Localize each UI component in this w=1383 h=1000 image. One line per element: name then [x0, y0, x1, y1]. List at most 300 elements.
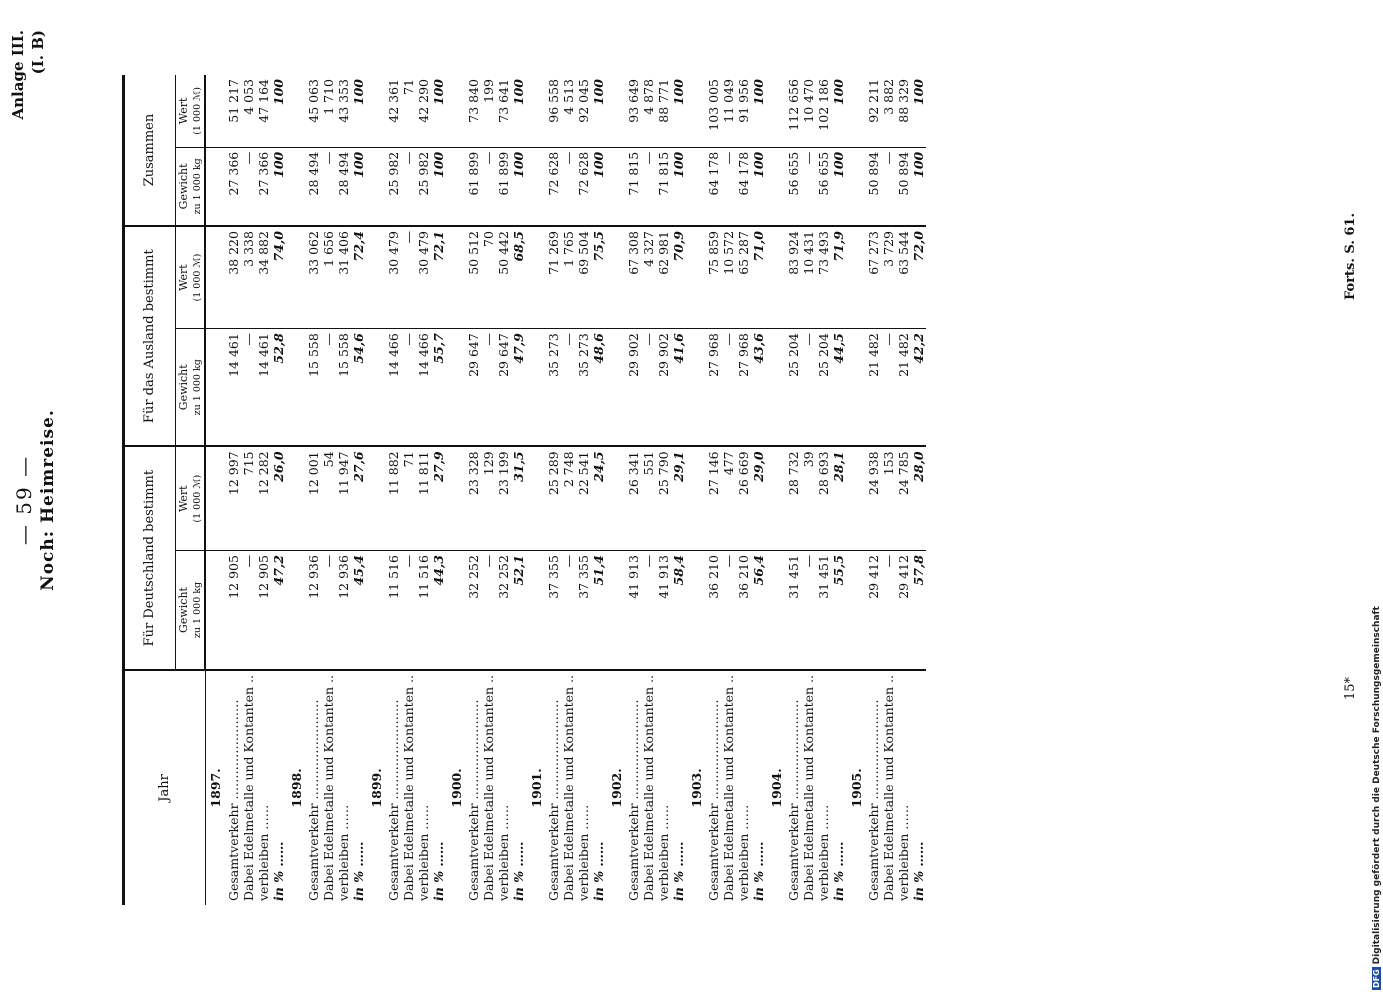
data-cell: 61 899: [466, 147, 481, 226]
data-cell: 71 269: [546, 226, 561, 329]
empty-cell: [846, 446, 866, 550]
data-cell: 54,6: [351, 329, 366, 447]
data-cell: 54: [321, 446, 336, 550]
data-cell: —: [401, 555, 416, 568]
data-cell: 27 366: [256, 147, 271, 226]
data-cell: 38 220: [226, 226, 241, 329]
remaining-row: [416, 75, 431, 905]
row-label: in % ……: [671, 670, 686, 905]
data-cell: 50 442: [496, 226, 511, 329]
data-cell: 14 466: [416, 329, 431, 447]
data-cell: 72,1: [431, 226, 446, 329]
year-label: 1905.: [846, 670, 866, 905]
data-cell: 103 005: [706, 75, 721, 147]
empty-cell: [446, 147, 466, 226]
value-unit: (1 000 ℳ): [191, 253, 203, 302]
data-cell: 63 544: [896, 226, 911, 329]
empty-cell: [205, 147, 226, 226]
data-cell: 25 204: [786, 329, 801, 447]
year-row: [286, 75, 306, 905]
empty-cell: [846, 551, 866, 670]
data-cell: 100: [351, 147, 366, 226]
data-cell: 64 178: [736, 147, 751, 226]
data-cell: 71 815: [656, 147, 671, 226]
empty-cell: [526, 147, 546, 226]
data-cell: 47,2: [271, 555, 286, 586]
data-cell: 93 649: [626, 75, 641, 147]
continuation-note: Forts. S. 61.: [1343, 212, 1358, 300]
data-cell: 51 217: [226, 75, 241, 147]
row-label: verbleiben ……: [896, 670, 911, 905]
row-label: Gesamtverkehr ……………………: [466, 670, 481, 905]
row-label: Gesamtverkehr ……………………: [626, 670, 641, 905]
data-cell: 26,0: [271, 446, 286, 550]
data-cell: 100: [831, 147, 846, 226]
data-cell: 31,5: [511, 446, 526, 550]
data-cell: —: [321, 555, 336, 568]
row-label: Dabei Edelmetalle und Kontanten ..: [561, 670, 576, 905]
data-cell: 4 327: [641, 226, 656, 329]
data-cell: 15 558: [336, 329, 351, 447]
data-cell: 62 981: [656, 226, 671, 329]
row-label: verbleiben ……: [736, 670, 751, 905]
data-cell: 72,0: [911, 226, 926, 329]
data-cell: —: [561, 147, 576, 226]
data-cell: 27 366: [226, 147, 241, 226]
data-cell: 199: [481, 75, 496, 147]
year-label: 1898.: [286, 670, 306, 905]
data-cell: 27,6: [351, 446, 366, 550]
data-cell: 56 655: [786, 147, 801, 226]
data-cell: 11 811: [416, 446, 431, 550]
data-cell: 4 513: [561, 75, 576, 147]
year-row: [366, 75, 386, 905]
data-cell: 52,8: [271, 329, 286, 447]
data-cell: 3 729: [881, 226, 896, 329]
data-cell: 2 748: [561, 446, 576, 550]
data-cell: 96 558: [546, 75, 561, 147]
empty-cell: [526, 446, 546, 550]
data-cell: 11 516: [416, 555, 431, 599]
year-label: 1903.: [686, 670, 706, 905]
data-cell: —: [401, 147, 416, 226]
data-cell: 64 178: [706, 147, 721, 226]
empty-cell: [686, 329, 706, 447]
data-cell: 29,0: [751, 446, 766, 550]
data-cell: 69 504: [576, 226, 591, 329]
row-label: Dabei Edelmetalle und Kontanten ..: [321, 670, 336, 905]
empty-cell: [446, 329, 466, 447]
data-cell: —: [721, 147, 736, 226]
data-cell: —: [241, 329, 256, 447]
empty-cell: [526, 75, 546, 147]
data-cell: —: [241, 147, 256, 226]
year-column-header: Jahr: [124, 670, 206, 905]
table-body: [205, 75, 926, 905]
data-cell: 75,5: [591, 226, 606, 329]
total-traffic-row: [786, 75, 801, 905]
total-traffic-row: [866, 75, 881, 905]
precious-metals-row: [641, 75, 656, 905]
empty-cell: [526, 329, 546, 447]
total-traffic-row: [706, 75, 721, 905]
empty-cell: [366, 329, 386, 447]
data-cell: 27 146: [706, 446, 721, 550]
data-cell: 45 063: [306, 75, 321, 147]
data-cell: —: [561, 329, 576, 447]
group-header-germany: Für Deutschland bestimmt: [124, 446, 176, 670]
row-label: Gesamtverkehr ……………………: [706, 670, 721, 905]
year-label: 1900.: [446, 670, 466, 905]
data-cell: 29 647: [466, 329, 481, 447]
row-label: in % ……: [591, 670, 606, 905]
data-cell: 41 913: [626, 555, 641, 599]
data-cell: 31 451: [816, 555, 831, 599]
statistics-table: [122, 75, 926, 905]
data-cell: —: [641, 329, 656, 447]
empty-cell: [766, 147, 786, 226]
empty-cell: [766, 551, 786, 670]
data-cell: 28 693: [816, 446, 831, 550]
data-cell: 92 045: [576, 75, 591, 147]
data-cell: 61 899: [496, 147, 511, 226]
data-cell: 23 199: [496, 446, 511, 550]
data-cell: 100: [671, 75, 686, 147]
remaining-row: [336, 75, 351, 905]
appendix-title: Anlage III.: [9, 30, 27, 120]
data-cell: 100: [751, 75, 766, 147]
data-cell: —: [801, 329, 816, 447]
col-header-weight: [176, 551, 206, 670]
empty-cell: [686, 147, 706, 226]
row-label: verbleiben ……: [656, 670, 671, 905]
data-cell: 50 512: [466, 226, 481, 329]
remaining-row: [736, 75, 751, 905]
precious-metals-row: [561, 75, 576, 905]
data-cell: 65 287: [736, 226, 751, 329]
data-cell: 129: [481, 446, 496, 550]
data-cell: 67 273: [866, 226, 881, 329]
data-cell: 153: [881, 446, 896, 550]
row-label: verbleiben ……: [416, 670, 431, 905]
data-cell: —: [881, 555, 896, 568]
data-cell: 73 641: [496, 75, 511, 147]
empty-cell: [366, 226, 386, 329]
value-unit: (1 000 ℳ): [191, 86, 203, 135]
data-cell: 72 628: [576, 147, 591, 226]
data-cell: 37 355: [546, 555, 561, 599]
data-cell: 100: [591, 147, 606, 226]
data-cell: 28 494: [336, 147, 351, 226]
row-label: Gesamtverkehr ……………………: [546, 670, 561, 905]
data-cell: 92 211: [866, 75, 881, 147]
data-cell: 32 252: [496, 555, 511, 599]
data-cell: 28 494: [306, 147, 321, 226]
row-label: Dabei Edelmetalle und Kontanten ..: [241, 670, 256, 905]
data-cell: 44,5: [831, 329, 846, 447]
data-cell: 1 765: [561, 226, 576, 329]
data-cell: 11 516: [386, 555, 401, 599]
data-cell: 3 338: [241, 226, 256, 329]
year-row: [766, 75, 786, 905]
data-cell: 100: [351, 75, 366, 147]
weight-label: Gewicht: [176, 587, 190, 633]
total-traffic-row: [626, 75, 641, 905]
data-cell: 12 997: [226, 446, 241, 550]
empty-cell: [766, 75, 786, 147]
total-traffic-row: [386, 75, 401, 905]
data-cell: 551: [641, 446, 656, 550]
empty-cell: [286, 329, 306, 447]
year-row: [846, 75, 866, 905]
data-cell: —: [641, 147, 656, 226]
data-cell: 52,1: [511, 555, 526, 586]
data-cell: 70,9: [671, 226, 686, 329]
data-cell: 47,9: [511, 329, 526, 447]
empty-cell: [526, 226, 546, 329]
data-cell: 35 273: [576, 329, 591, 447]
data-cell: 14 461: [226, 329, 241, 447]
data-cell: 25 790: [656, 446, 671, 550]
year-label: 1904.: [766, 670, 786, 905]
data-cell: 10 572: [721, 226, 736, 329]
data-cell: 55,5: [831, 555, 846, 586]
data-cell: 47 164: [256, 75, 271, 147]
data-cell: 100: [271, 147, 286, 226]
col-header-weight: [176, 147, 206, 226]
data-cell: 32 252: [466, 555, 481, 599]
data-cell: 100: [431, 75, 446, 147]
data-cell: 33 062: [306, 226, 321, 329]
empty-cell: [366, 551, 386, 670]
data-cell: 56 655: [816, 147, 831, 226]
data-cell: —: [481, 555, 496, 568]
empty-cell: [446, 75, 466, 147]
col-header-weight: [176, 329, 206, 447]
data-cell: 24 938: [866, 446, 881, 550]
data-cell: 22 541: [576, 446, 591, 550]
data-cell: 14 466: [386, 329, 401, 447]
empty-cell: [446, 446, 466, 550]
data-cell: 31 406: [336, 226, 351, 329]
empty-cell: [446, 226, 466, 329]
data-cell: —: [881, 147, 896, 226]
precious-metals-row: [321, 75, 336, 905]
row-label: in % ……: [831, 670, 846, 905]
data-cell: 74,0: [271, 226, 286, 329]
data-cell: 100: [511, 147, 526, 226]
empty-cell: [606, 147, 626, 226]
empty-cell: [846, 329, 866, 447]
empty-cell: [286, 147, 306, 226]
data-cell: 112 656: [786, 75, 801, 147]
percent-row: [911, 75, 926, 905]
data-cell: 4 053: [241, 75, 256, 147]
data-cell: —: [401, 226, 416, 329]
percent-row: [431, 75, 446, 905]
data-cell: 11 947: [336, 446, 351, 550]
data-cell: 26 341: [626, 446, 641, 550]
data-cell: —: [321, 147, 336, 226]
data-cell: 12 001: [306, 446, 321, 550]
total-traffic-row: [546, 75, 561, 905]
appendix-code: (I. B): [29, 30, 47, 75]
percent-row: [591, 75, 606, 905]
data-cell: 42,2: [911, 329, 926, 447]
data-cell: 75 859: [706, 226, 721, 329]
data-cell: 100: [751, 147, 766, 226]
empty-cell: [606, 75, 626, 147]
year-row: [205, 75, 226, 905]
empty-cell: [846, 147, 866, 226]
empty-cell: [286, 551, 306, 670]
data-cell: 100: [591, 75, 606, 147]
precious-metals-row: [401, 75, 416, 905]
empty-cell: [205, 551, 226, 670]
data-cell: 41 913: [656, 555, 671, 599]
data-cell: 12 905: [226, 555, 241, 599]
value-unit: (1 000 ℳ): [191, 474, 203, 523]
data-cell: 71: [401, 75, 416, 147]
data-cell: 24,5: [591, 446, 606, 550]
year-label: 1902.: [606, 670, 626, 905]
remaining-row: [496, 75, 511, 905]
data-cell: 29 647: [496, 329, 511, 447]
data-cell: —: [881, 329, 896, 447]
value-label: Wert: [176, 485, 190, 512]
data-cell: 39: [801, 446, 816, 550]
data-cell: 100: [511, 75, 526, 147]
value-label: Wert: [176, 264, 190, 291]
data-cell: —: [321, 329, 336, 447]
data-cell: 70: [481, 226, 496, 329]
precious-metals-row: [881, 75, 896, 905]
data-cell: 10 431: [801, 226, 816, 329]
weight-unit: zu 1 000 kg: [191, 158, 203, 215]
data-cell: 48,6: [591, 329, 606, 447]
data-cell: 100: [911, 147, 926, 226]
data-cell: 43,6: [751, 329, 766, 447]
empty-cell: [526, 551, 546, 670]
empty-cell: [686, 75, 706, 147]
weight-label: Gewicht: [176, 364, 190, 411]
data-cell: 51,4: [591, 555, 606, 586]
digitization-text: Digitalisierung gefördert durch die Deutsche Forschungsgemeinschaft: [1372, 606, 1382, 965]
year-label: 1901.: [526, 670, 546, 905]
data-cell: 1 656: [321, 226, 336, 329]
remaining-row: [896, 75, 911, 905]
year-row: [526, 75, 546, 905]
data-cell: 67 308: [626, 226, 641, 329]
precious-metals-row: [481, 75, 496, 905]
empty-cell: [205, 329, 226, 447]
row-label: in % ……: [751, 670, 766, 905]
data-cell: 88 329: [896, 75, 911, 147]
percent-row: [831, 75, 846, 905]
percent-row: [511, 75, 526, 905]
data-cell: 68,5: [511, 226, 526, 329]
row-label: Dabei Edelmetalle und Kontanten ..: [401, 670, 416, 905]
data-cell: 72,4: [351, 226, 366, 329]
data-cell: 29 902: [656, 329, 671, 447]
data-cell: 57,8: [911, 555, 926, 586]
data-cell: 73 840: [466, 75, 481, 147]
data-cell: 55,7: [431, 329, 446, 447]
data-cell: 29,1: [671, 446, 686, 550]
data-cell: 25 982: [416, 147, 431, 226]
data-cell: 715: [241, 446, 256, 550]
data-cell: 15 558: [306, 329, 321, 447]
data-cell: 91 956: [736, 75, 751, 147]
remaining-row: [656, 75, 671, 905]
data-cell: 23 328: [466, 446, 481, 550]
data-cell: 100: [911, 75, 926, 147]
data-cell: 83 924: [786, 226, 801, 329]
data-cell: 42 361: [386, 75, 401, 147]
empty-cell: [766, 329, 786, 447]
data-cell: 21 482: [896, 329, 911, 447]
col-header-value: [176, 226, 206, 329]
empty-cell: [366, 446, 386, 550]
row-label: Gesamtverkehr ……………………: [306, 670, 321, 905]
empty-cell: [286, 226, 306, 329]
data-cell: 44,3: [431, 555, 446, 586]
col-header-value: [176, 446, 206, 550]
data-cell: 28,1: [831, 446, 846, 550]
row-label: Dabei Edelmetalle und Kontanten ..: [881, 670, 896, 905]
data-cell: 25 204: [816, 329, 831, 447]
data-cell: 100: [671, 147, 686, 226]
data-cell: 4 878: [641, 75, 656, 147]
row-label: verbleiben ……: [256, 670, 271, 905]
empty-cell: [686, 446, 706, 550]
data-cell: 71,0: [751, 226, 766, 329]
data-cell: —: [561, 555, 576, 568]
data-cell: 11 049: [721, 75, 736, 147]
data-cell: 100: [431, 147, 446, 226]
data-cell: 27 968: [736, 329, 751, 447]
group-header-total: Zusammen: [124, 75, 176, 226]
year-label: 1897.: [205, 670, 226, 905]
value-label: Wert: [176, 97, 190, 125]
total-traffic-row: [466, 75, 481, 905]
empty-cell: [286, 75, 306, 147]
row-label: verbleiben ……: [336, 670, 351, 905]
row-label: Gesamtverkehr ……………………: [226, 670, 241, 905]
data-cell: 28,0: [911, 446, 926, 550]
row-label: verbleiben ……: [576, 670, 591, 905]
empty-cell: [446, 551, 466, 670]
empty-cell: [766, 446, 786, 550]
data-cell: 21 482: [866, 329, 881, 447]
total-traffic-row: [226, 75, 241, 905]
data-cell: 11 882: [386, 446, 401, 550]
year-row: [686, 75, 706, 905]
data-cell: 35 273: [546, 329, 561, 447]
data-cell: —: [801, 555, 816, 568]
row-label: Gesamtverkehr ……………………: [786, 670, 801, 905]
row-label: Gesamtverkehr ……………………: [386, 670, 401, 905]
remaining-row: [576, 75, 591, 905]
row-label: verbleiben ……: [496, 670, 511, 905]
data-cell: 29 412: [896, 555, 911, 599]
empty-cell: [606, 551, 626, 670]
year-row: [606, 75, 626, 905]
data-cell: —: [401, 329, 416, 447]
data-cell: 50 894: [866, 147, 881, 226]
weight-label: Gewicht: [176, 163, 190, 210]
data-cell: 10 470: [801, 75, 816, 147]
